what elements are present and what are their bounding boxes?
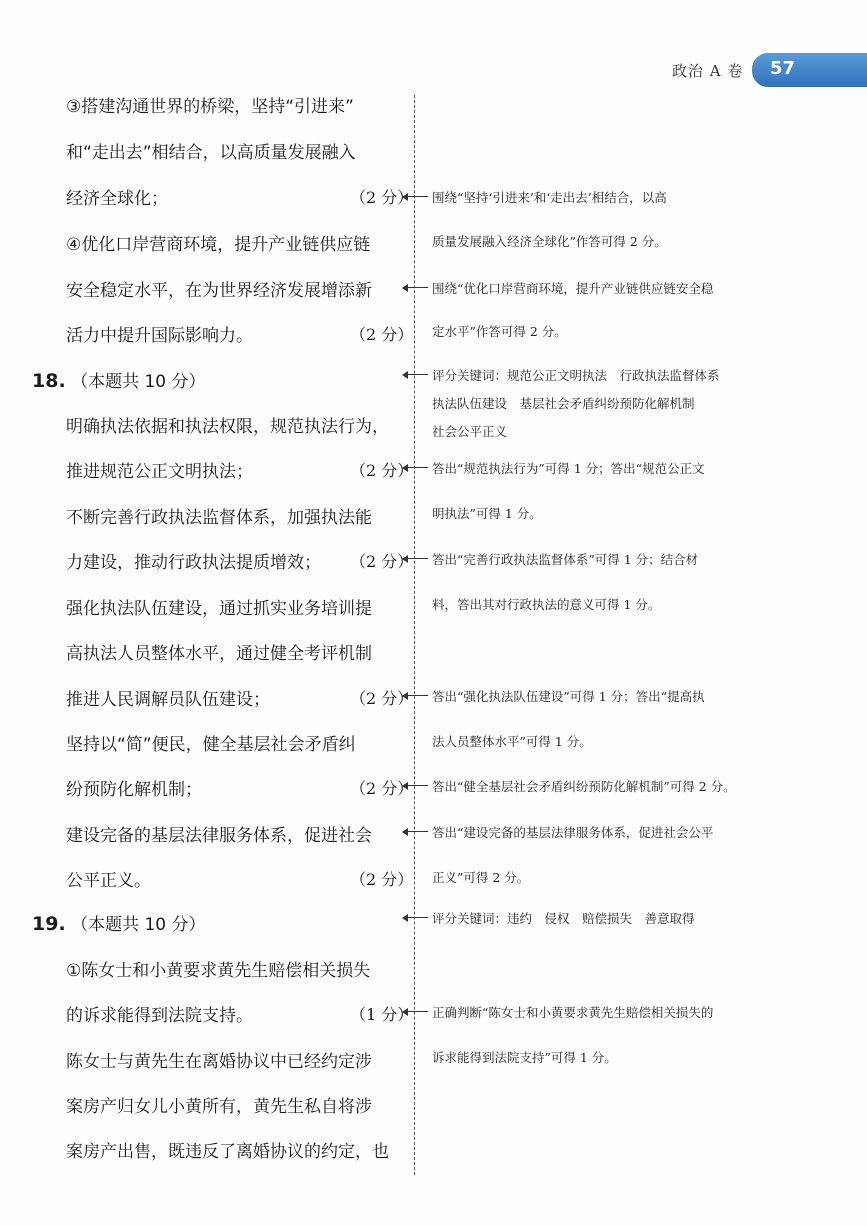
arrow-icon bbox=[402, 192, 428, 202]
score-label: （2 分） bbox=[350, 552, 414, 571]
scoring-note: 法人员整体水平”可得 1 分。 bbox=[432, 734, 592, 749]
answer-line: 纷预防化解机制； bbox=[66, 780, 202, 800]
page-number-tab bbox=[752, 53, 867, 87]
keyword-line: 执法队伍建设 基层社会矛盾纠纷预防化解机制 bbox=[432, 396, 695, 411]
answer-line: 不断完善行政执法监督体系，加强执法能 bbox=[66, 508, 372, 528]
scoring-note: 答出“健全基层社会矛盾纠纷预防化解机制”可得 2 分。 bbox=[432, 779, 736, 794]
score-label: （2 分） bbox=[350, 870, 414, 889]
scoring-note: 围绕“优化口岸营商环境，提升产业链供应链安全稳 bbox=[432, 281, 714, 296]
answer-line: 坚持以“简”便民，健全基层社会矛盾纠 bbox=[66, 735, 356, 755]
question-number: 18. bbox=[32, 370, 66, 392]
question-header bbox=[32, 367, 206, 392]
score-label: （2 分） bbox=[350, 779, 414, 798]
question-header bbox=[32, 910, 206, 935]
scoring-note: 答出“建设完备的基层法律服务体系，促进社会公平 bbox=[432, 825, 714, 840]
arrow-icon bbox=[402, 827, 428, 837]
answer-line: 和“走出去”相结合，以高质量发展融入 bbox=[66, 143, 356, 163]
answer-line: 公平正义。 bbox=[66, 871, 151, 891]
page-number: 57 bbox=[770, 58, 796, 79]
scoring-note: 答出“强化执法队伍建设”可得 1 分；答出“提高执 bbox=[432, 689, 705, 704]
arrow-icon bbox=[402, 781, 428, 791]
answer-line: ③搭建沟通世界的桥梁，坚持“引进来” bbox=[66, 97, 354, 117]
header-title: 政治 A 卷 bbox=[672, 62, 744, 80]
scoring-note: 质量发展融入经济全球化”作答可得 2 分。 bbox=[432, 234, 667, 249]
answer-line: 案房产出售，既违反了离婚协议的约定，也 bbox=[66, 1142, 389, 1162]
score-label: （1 分） bbox=[350, 1005, 414, 1024]
answer-line: 陈女士与黄先生在离婚协议中已经约定涉 bbox=[66, 1052, 372, 1072]
arrow-icon bbox=[402, 913, 428, 923]
answer-line: 经济全球化； bbox=[66, 189, 168, 209]
question-points: （本题共 10 分） bbox=[71, 915, 206, 935]
answer-line: ①陈女士和小黄要求黄先生赔偿相关损失 bbox=[66, 961, 371, 981]
scoring-note: 诉求能得到法院支持”可得 1 分。 bbox=[432, 1050, 617, 1065]
scoring-note: 正确判断“陈女士和小黄要求黄先生赔偿相关损失的 bbox=[432, 1005, 714, 1020]
answer-line: 安全稳定水平，在为世界经济发展增添新 bbox=[66, 281, 372, 301]
scoring-note: 围绕“坚持‘引进来’和‘走出去’相结合，以高 bbox=[432, 190, 667, 205]
answer-line: 推进人民调解员队伍建设； bbox=[66, 690, 270, 710]
question-points: （本题共 10 分） bbox=[71, 372, 206, 392]
answer-line: 强化执法队伍建设，通过抓实业务培训提 bbox=[66, 599, 372, 619]
score-label: （2 分） bbox=[350, 325, 414, 344]
answer-line: ④优化口岸营商环境，提升产业链供应链 bbox=[66, 235, 371, 255]
scoring-note: 定水平”作答可得 2 分。 bbox=[432, 324, 567, 339]
keyword-line: 评分关键词：违约 侵权 赔偿损失 善意取得 bbox=[432, 911, 695, 926]
score-label: （2 分） bbox=[350, 461, 414, 480]
question-number: 19. bbox=[32, 913, 66, 935]
arrow-icon bbox=[402, 1007, 428, 1017]
answer-line: 推进规范公正文明执法； bbox=[66, 462, 253, 482]
answer-line: 高执法人员整体水平，通过健全考评机制 bbox=[66, 644, 372, 664]
keyword-line: 评分关键词：规范公正文明执法 行政执法监督体系 bbox=[432, 368, 720, 383]
arrow-icon bbox=[402, 283, 428, 293]
answer-line: 案房产归女儿小黄所有，黄先生私自将涉 bbox=[66, 1097, 372, 1117]
score-label: （2 分） bbox=[350, 689, 414, 708]
answer-line: 的诉求能得到法院支持。 bbox=[66, 1006, 253, 1026]
answer-line: 建设完备的基层法律服务体系，促进社会 bbox=[66, 826, 372, 846]
arrow-icon bbox=[402, 554, 428, 564]
arrow-icon bbox=[402, 463, 428, 473]
arrow-icon bbox=[402, 691, 428, 701]
answer-line: 明确执法依据和执法权限，规范执法行为， bbox=[66, 417, 389, 437]
answer-line: 力建设，推动行政执法提质增效； bbox=[66, 553, 321, 573]
answer-line: 活力中提升国际影响力。 bbox=[66, 326, 253, 346]
scoring-note: 正义”可得 2 分。 bbox=[432, 870, 530, 885]
scoring-note: 答出“规范执法行为”可得 1 分；答出“规范公正文 bbox=[432, 461, 705, 476]
scoring-note: 明执法”可得 1 分。 bbox=[432, 506, 542, 521]
scoring-note: 答出“完善行政执法监督体系”可得 1 分；结合材 bbox=[432, 552, 699, 567]
keyword-line: 社会公平正义 bbox=[432, 424, 508, 439]
scoring-note: 料，答出其对行政执法的意义可得 1 分。 bbox=[432, 597, 661, 612]
arrow-icon bbox=[402, 370, 428, 380]
score-label: （2 分） bbox=[350, 188, 414, 207]
